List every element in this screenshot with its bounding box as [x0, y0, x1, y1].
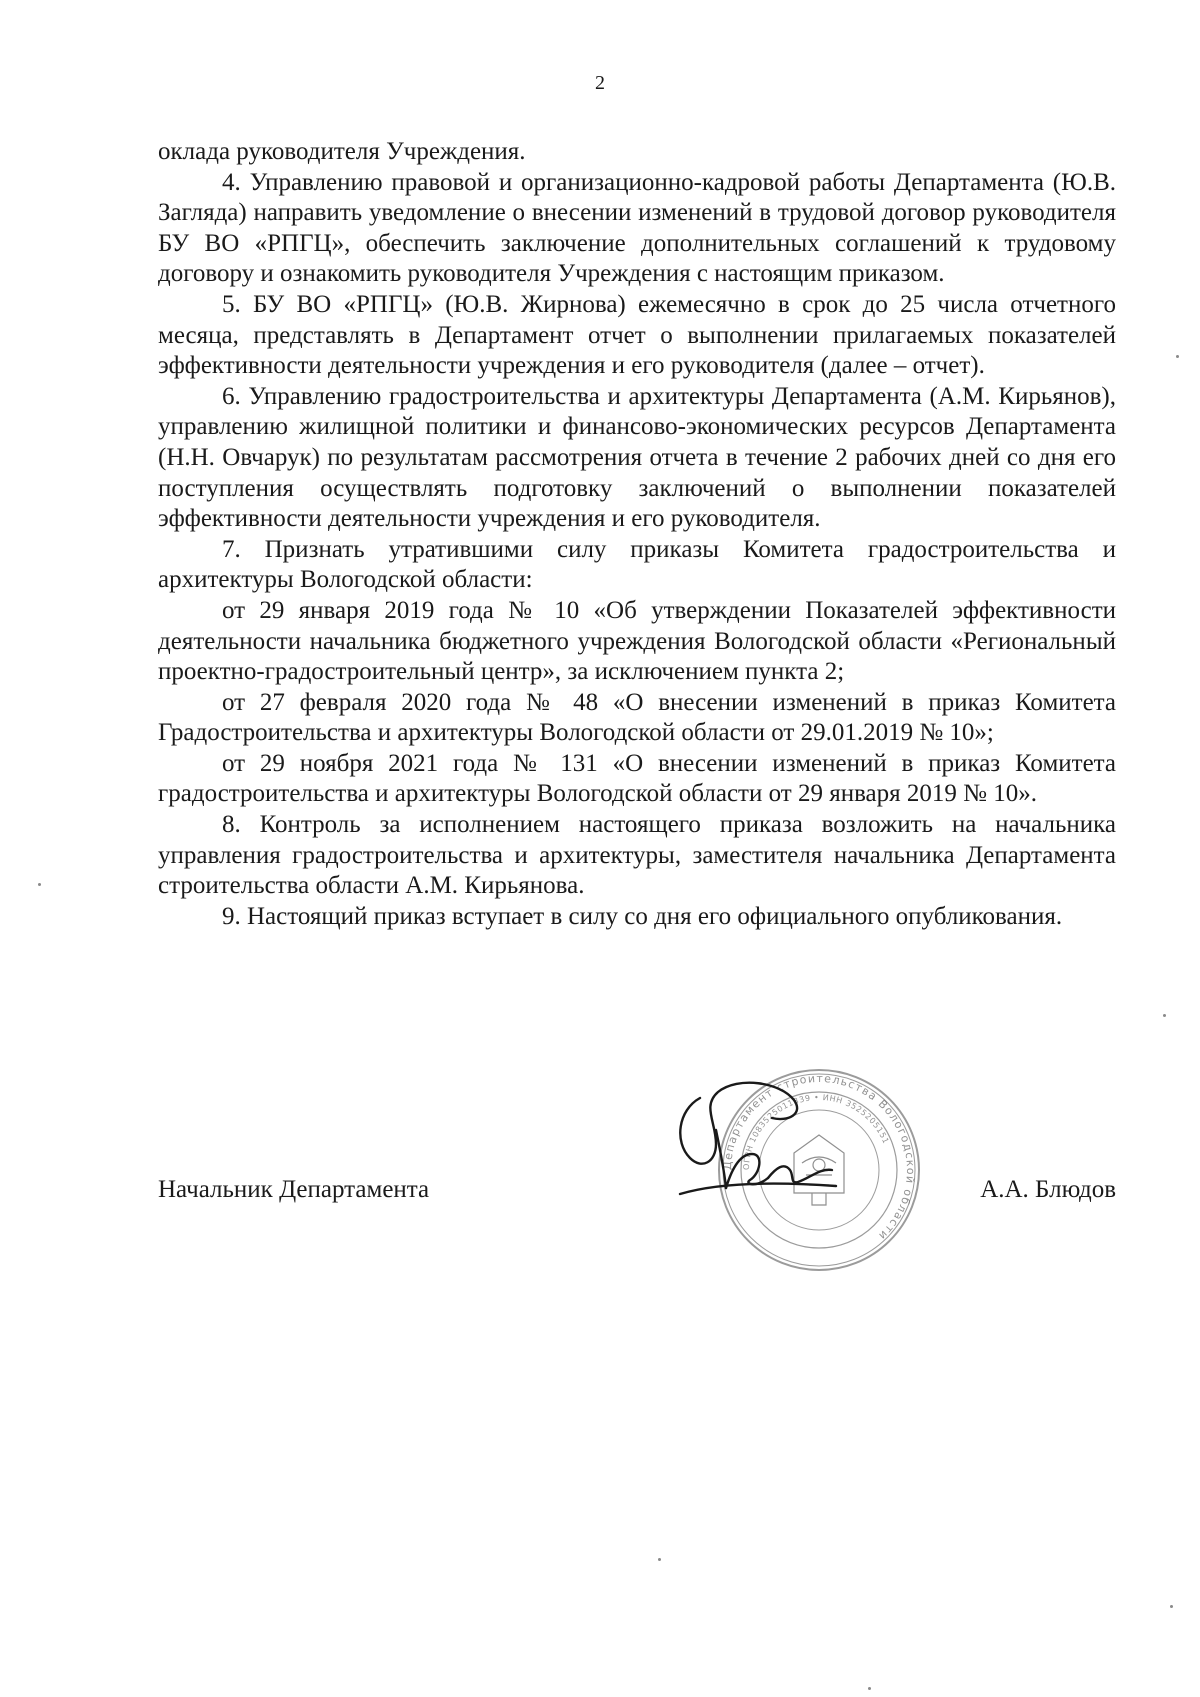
scan-speck: [1163, 1014, 1166, 1017]
paragraph-item-7: 7. Признать утратившими силу приказы Комитета градостроительства и архитектуры Вологодской области:: [158, 535, 1116, 594]
page-number: 2: [595, 72, 605, 94]
paragraph-item-7-sub-3: от 29 ноября 2021 года № 131 «О внесении изменений в приказ Комитета градостроительства и архитектуры Вологодской области от 29 января 2019 № 10».: [158, 749, 1116, 808]
signatory-title: Начальник Департамента: [158, 1176, 430, 1203]
scan-speck: [658, 1558, 661, 1561]
paragraph-continuation: оклада руководителя Учреждения.: [158, 138, 526, 165]
signatory-name: А.А. Блюдов: [980, 1176, 1116, 1203]
scan-speck: [38, 883, 41, 886]
paragraph-item-9: 9. Настоящий приказ вступает в силу со дня его официального опубликования.: [222, 902, 1063, 930]
paragraph-item-6: 6. Управлению градостроительства и архитектуры Департамента (А.М. Кирьянов), управлению жилищной политики и финансово-экономических ресурсов Департамента (Н.Н. Овчарук) по результатам рассмотрения отчета в течение 2 рабочих дней со дня его поступления осуществлять подготовку заключений о выполнении показателей эффективности деятельности учреждения и его руководителя.: [158, 382, 1116, 533]
stamp-outer-text: Департамент строительства Вологодской области: [720, 1071, 918, 1243]
paragraph-item-8: 8. Контроль за исполнением настоящего приказа возложить на начальника управления градостроительства и архитектуры, заместителя начальника Департамента строительства области А.М. Кирьянова.: [158, 811, 1116, 900]
paragraph-item-7-sub-1: от 29 января 2019 года № 10 «Об утверждении Показателей эффективности деятельности начальника бюджетного учреждения Вологодской области «Региональный проектно-градостроительный центр», за исключением пункта 2;: [158, 596, 1116, 686]
document-body: [158, 137, 1116, 932]
stamp-inner-text: ОГРН 1083525011339 • ИНН 3525205151: [741, 1092, 891, 1171]
scan-speck: [1170, 1605, 1173, 1608]
paragraph-item-5: 5. БУ ВО «РПГЦ» (Ю.В. Жирнова) ежемесячно в срок до 25 числа отчетного месяца, представлять в Департамент отчет о выполнении прилагаемых показателей эффективности деятельности учреждения и его руководителя (далее – отчет).: [158, 290, 1116, 380]
scan-speck: [868, 1687, 871, 1690]
paragraph-item-7-sub-2: от 27 февраля 2020 года № 48 «О внесении изменений в приказ Комитета Градостроительства и архитектуры Вологодской области от 29.01.2019 № 10»;: [158, 688, 1116, 747]
signature-block: [158, 1175, 1116, 1215]
scan-speck: [1176, 355, 1179, 358]
paragraph-item-4: 4. Управлению правовой и организационно-кадровой работы Департамента (Ю.В. Загляда) направить уведомление о внесении изменений в трудовой договор руководителя БУ ВО «РПГЦ», обеспечить заключение дополнительных соглашений к трудовому договору и ознакомить руководителя Учреждения с настоящим приказом.: [158, 168, 1116, 288]
